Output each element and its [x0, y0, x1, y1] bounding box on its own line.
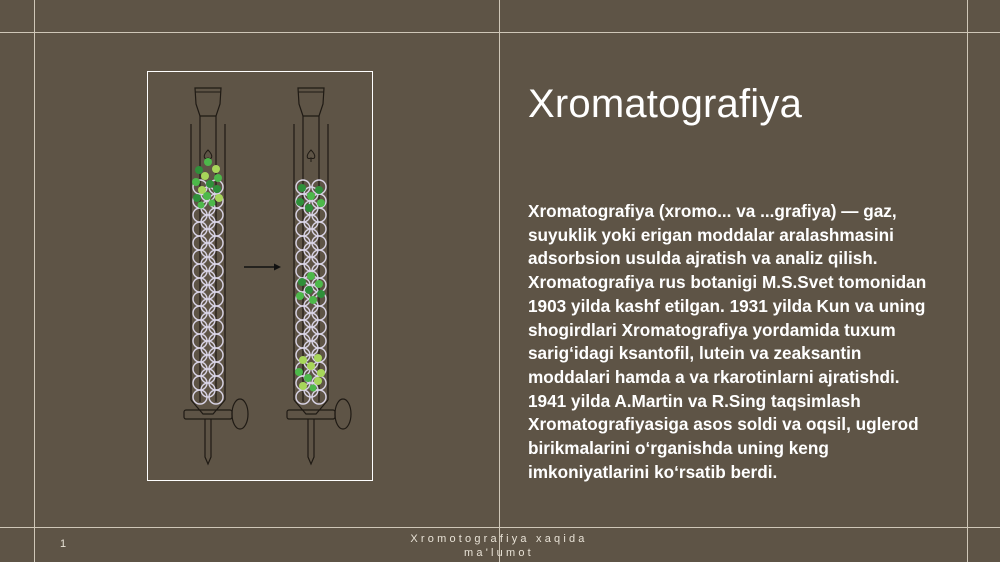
chromatography-illustration: [147, 71, 373, 481]
chromatography-columns-image: [148, 72, 374, 482]
center-divider-line: [499, 0, 500, 562]
footer-text: Xromotografiya xaqida ma'lumot: [410, 533, 588, 559]
slide-body-text: Xromatografiya (xromo... va ...grafiya) — gaz, suyuklik yoki erigan moddalar aralashmasini adsorbsion usulda ajratish va analiz qilish. Xromatografiya rus botanigi M.S.Svet tomonidan 1903 yilda kashf etilgan. 1931 yilda Kun va uning shogirdlari Xromatografiya yordamida tuxum sarig‘idagi ksantofil, lutein va zeaksantin moddalari hamda a va rkarotinlarni ajratishdi. 1941 yilda A.Martin va R.Sing taqsimlash Xromatografiyasiga asos soldi va oqsil, uglerod birikmalarini o‘rganishda uning keng imkoniyatlarini ko‘rsatib berdi.: [528, 201, 927, 482]
column-before: [184, 88, 248, 464]
slide-title: Xromatografiya: [528, 82, 803, 126]
arrow-icon: [244, 264, 281, 271]
column-after: [287, 88, 351, 464]
right-divider-line: [967, 0, 968, 562]
top-divider-line: [0, 32, 1000, 33]
bottom-divider-line: [0, 527, 1000, 528]
slide-number: 1: [60, 538, 67, 550]
left-divider-line: [34, 0, 35, 562]
